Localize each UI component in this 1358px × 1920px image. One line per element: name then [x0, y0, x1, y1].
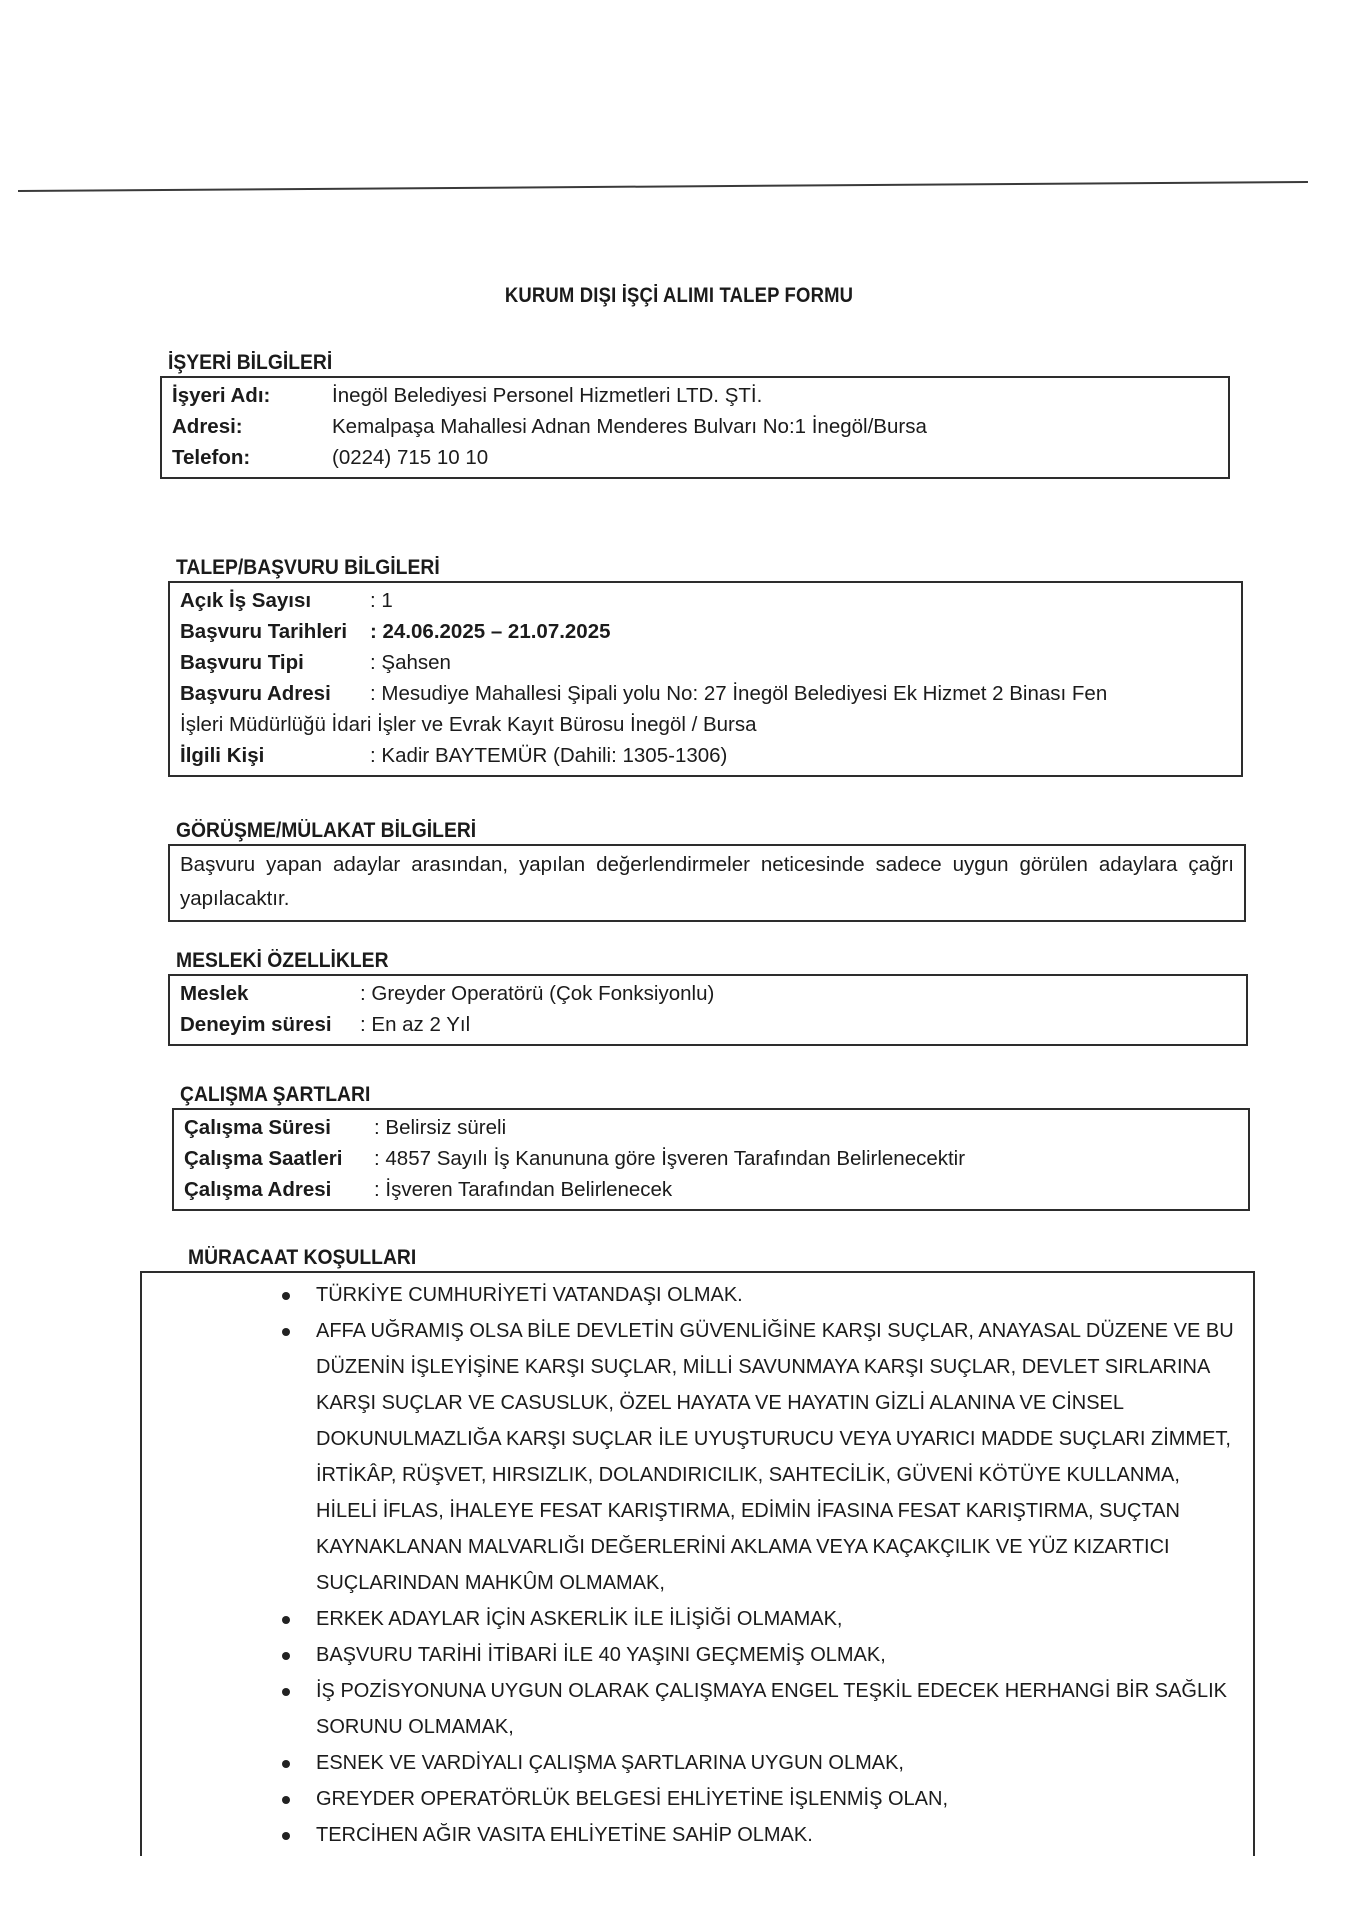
section-heading: MÜRACAAT KOŞULLARI	[188, 1246, 417, 1269]
field-row	[172, 411, 1218, 442]
field-row	[180, 678, 1231, 709]
bullet-icon	[282, 1652, 290, 1660]
bullet-icon	[282, 1688, 290, 1696]
field-label: Telefon:	[172, 446, 251, 469]
bullet-icon	[282, 1832, 290, 1840]
field-value: : 4857 Sayılı İş Kanununa göre İşveren Tarafından Belirlenecektir	[374, 1147, 966, 1170]
field-value: (0224) 715 10 10	[332, 446, 489, 469]
interview-text: Başvuru yapan adaylar arasından, yapılan değerlendirmeler neticesinde sadece uygun görülen adaylara çağrı yapılacaktır.	[180, 853, 1234, 910]
field-value: : Mesudiye Mahallesi Şipali yolu No: 27 İnegöl Belediyesi Ek Hizmet 2 Binası Fen	[370, 682, 1108, 705]
bullet-icon	[282, 1796, 290, 1804]
bullet-icon	[282, 1616, 290, 1624]
condition-item: TÜRKİYE CUMHURİYETİ VATANDAŞI OLMAK.	[282, 1277, 1243, 1313]
section-isyeri	[160, 350, 1230, 479]
isyeri-box	[160, 376, 1230, 479]
field-label: Başvuru Tipi	[180, 651, 304, 674]
section-mesleki	[168, 948, 1248, 1046]
condition-item: ERKEK ADAYLAR İÇİN ASKERLİK İLE İLİŞİĞİ OLMAMAK,	[282, 1601, 1243, 1637]
field-row	[180, 740, 1231, 771]
field-label: Açık İş Sayısı	[180, 589, 312, 612]
section-heading: MESLEKİ ÖZELLİKLER	[176, 949, 389, 972]
top-rule	[18, 181, 1308, 192]
field-row	[180, 1009, 1236, 1040]
field-label: Meslek	[180, 982, 249, 1005]
field-value: : Greyder Operatörü (Çok Fonksiyonlu)	[360, 982, 715, 1005]
section-muracaat	[140, 1245, 1255, 1856]
bullet-icon	[282, 1292, 290, 1300]
section-gorusme	[168, 818, 1246, 922]
field-value: : İşveren Tarafından Belirlenecek	[374, 1178, 673, 1201]
bullet-icon	[282, 1760, 290, 1768]
field-value: : Kadir BAYTEMÜR (Dahili: 1305-1306)	[370, 744, 728, 767]
condition-item: TERCİHEN AĞIR VASITA EHLİYETİNE SAHİP OLMAK.	[282, 1817, 1243, 1853]
field-label: Başvuru Adresi	[180, 682, 331, 705]
field-value: İşleri Müdürlüğü İdari İşler ve Evrak Kayıt Bürosu İnegöl / Bursa	[180, 713, 757, 736]
field-row	[180, 585, 1231, 616]
section-calisma	[172, 1082, 1250, 1211]
field-value: : En az 2 Yıl	[360, 1013, 471, 1036]
mesleki-box	[168, 974, 1248, 1046]
field-row	[180, 616, 1231, 647]
field-label: Deneyim süresi	[180, 1013, 332, 1036]
field-row	[184, 1112, 1238, 1143]
section-heading: TALEP/BAŞVURU BİLGİLERİ	[176, 556, 440, 579]
condition-item: İŞ POZİSYONUNA UYGUN OLARAK ÇALIŞMAYA ENGEL TEŞKİL EDECEK HERHANGİ BİR SAĞLIK SORUNU OLMAMAK,	[282, 1673, 1243, 1745]
talep-box	[168, 581, 1243, 777]
field-label: Adresi:	[172, 415, 243, 438]
condition-item: ESNEK VE VARDİYALI ÇALIŞMA ŞARTLARINA UYGUN OLMAK,	[282, 1745, 1243, 1781]
field-label: İşyeri Adı:	[172, 384, 271, 407]
field-row	[184, 1174, 1238, 1205]
field-label: Başvuru Tarihleri	[180, 620, 348, 643]
field-label: Çalışma Saatleri	[184, 1147, 343, 1170]
field-row	[172, 442, 1218, 473]
field-value: : Belirsiz süreli	[374, 1116, 507, 1139]
condition-item: BAŞVURU TARİHİ İTİBARİ İLE 40 YAŞINI GEÇMEMİŞ OLMAK,	[282, 1637, 1243, 1673]
field-value: İnegöl Belediyesi Personel Hizmetleri LTD. ŞTİ.	[332, 384, 763, 407]
field-row-continuation	[180, 709, 1231, 740]
condition-item: GREYDER OPERATÖRLÜK BELGESİ EHLİYETİNE İŞLENMİŞ OLAN,	[282, 1781, 1243, 1817]
field-value: : 1	[370, 589, 393, 612]
field-value: : Şahsen	[370, 651, 451, 674]
gorusme-box	[168, 844, 1246, 922]
section-heading: İŞYERİ BİLGİLERİ	[168, 351, 333, 374]
field-value: Kemalpaşa Mahallesi Adnan Menderes Bulvarı No:1 İnegöl/Bursa	[332, 415, 927, 438]
conditions-list	[142, 1277, 1243, 1853]
field-value: : 24.06.2025 – 21.07.2025	[370, 620, 611, 643]
field-row	[184, 1143, 1238, 1174]
field-label: Çalışma Süresi	[184, 1116, 331, 1139]
calisma-box	[172, 1108, 1250, 1211]
section-talep	[168, 555, 1243, 777]
condition-item: AFFA UĞRAMIŞ OLSA BİLE DEVLETİN GÜVENLİĞİNE KARŞI SUÇLAR, ANAYASAL DÜZENE VE BU DÜZENİN İŞLEYİŞİNE KARŞI SUÇLAR, MİLLİ SAVUNMAYA KARŞI SUÇLAR, DEVLET SIRLARINA KARŞI SUÇLAR VE CASUSLUK, ÖZEL HAYATA VE HAYATIN GİZLİ ALANINA VE CİNSEL DOKUNULMAZLIĞA KARŞI SUÇLAR İLE UYUŞTURUCU VEYA UYARICI MADDE SUÇLARI ZİMMET, İRTİKÂP, RÜŞVET, HIRSIZLIK, DOLANDIRICILIK, SAHTECİLİK, GÜVENİ KÖTÜYE KULLANMA, HİLELİ İFLAS, İHALEYE FESAT KARIŞTIRMA, EDİMİN İFASINA FESAT KARIŞTIRMA, SUÇTAN KAYNAKLANAN MALVARLIĞI DEĞERLERİNİ AKLAMA VEYA KAÇAKÇILIK VE YÜZ KIZARTICI SUÇLARINDAN MAHKÛM OLMAMAK,	[282, 1313, 1243, 1601]
field-row	[172, 380, 1218, 411]
field-label: Çalışma Adresi	[184, 1178, 332, 1201]
field-row	[180, 978, 1236, 1009]
field-label: İlgili Kişi	[180, 744, 265, 767]
bullet-icon	[282, 1328, 290, 1336]
section-heading: ÇALIŞMA ŞARTLARI	[180, 1083, 371, 1106]
section-heading: GÖRÜŞME/MÜLAKAT BİLGİLERİ	[176, 819, 477, 842]
field-row	[180, 647, 1231, 678]
muracaat-box	[140, 1271, 1255, 1856]
document-title: KURUM DIŞI İŞÇİ ALIMI TALEP FORMU	[504, 284, 854, 307]
